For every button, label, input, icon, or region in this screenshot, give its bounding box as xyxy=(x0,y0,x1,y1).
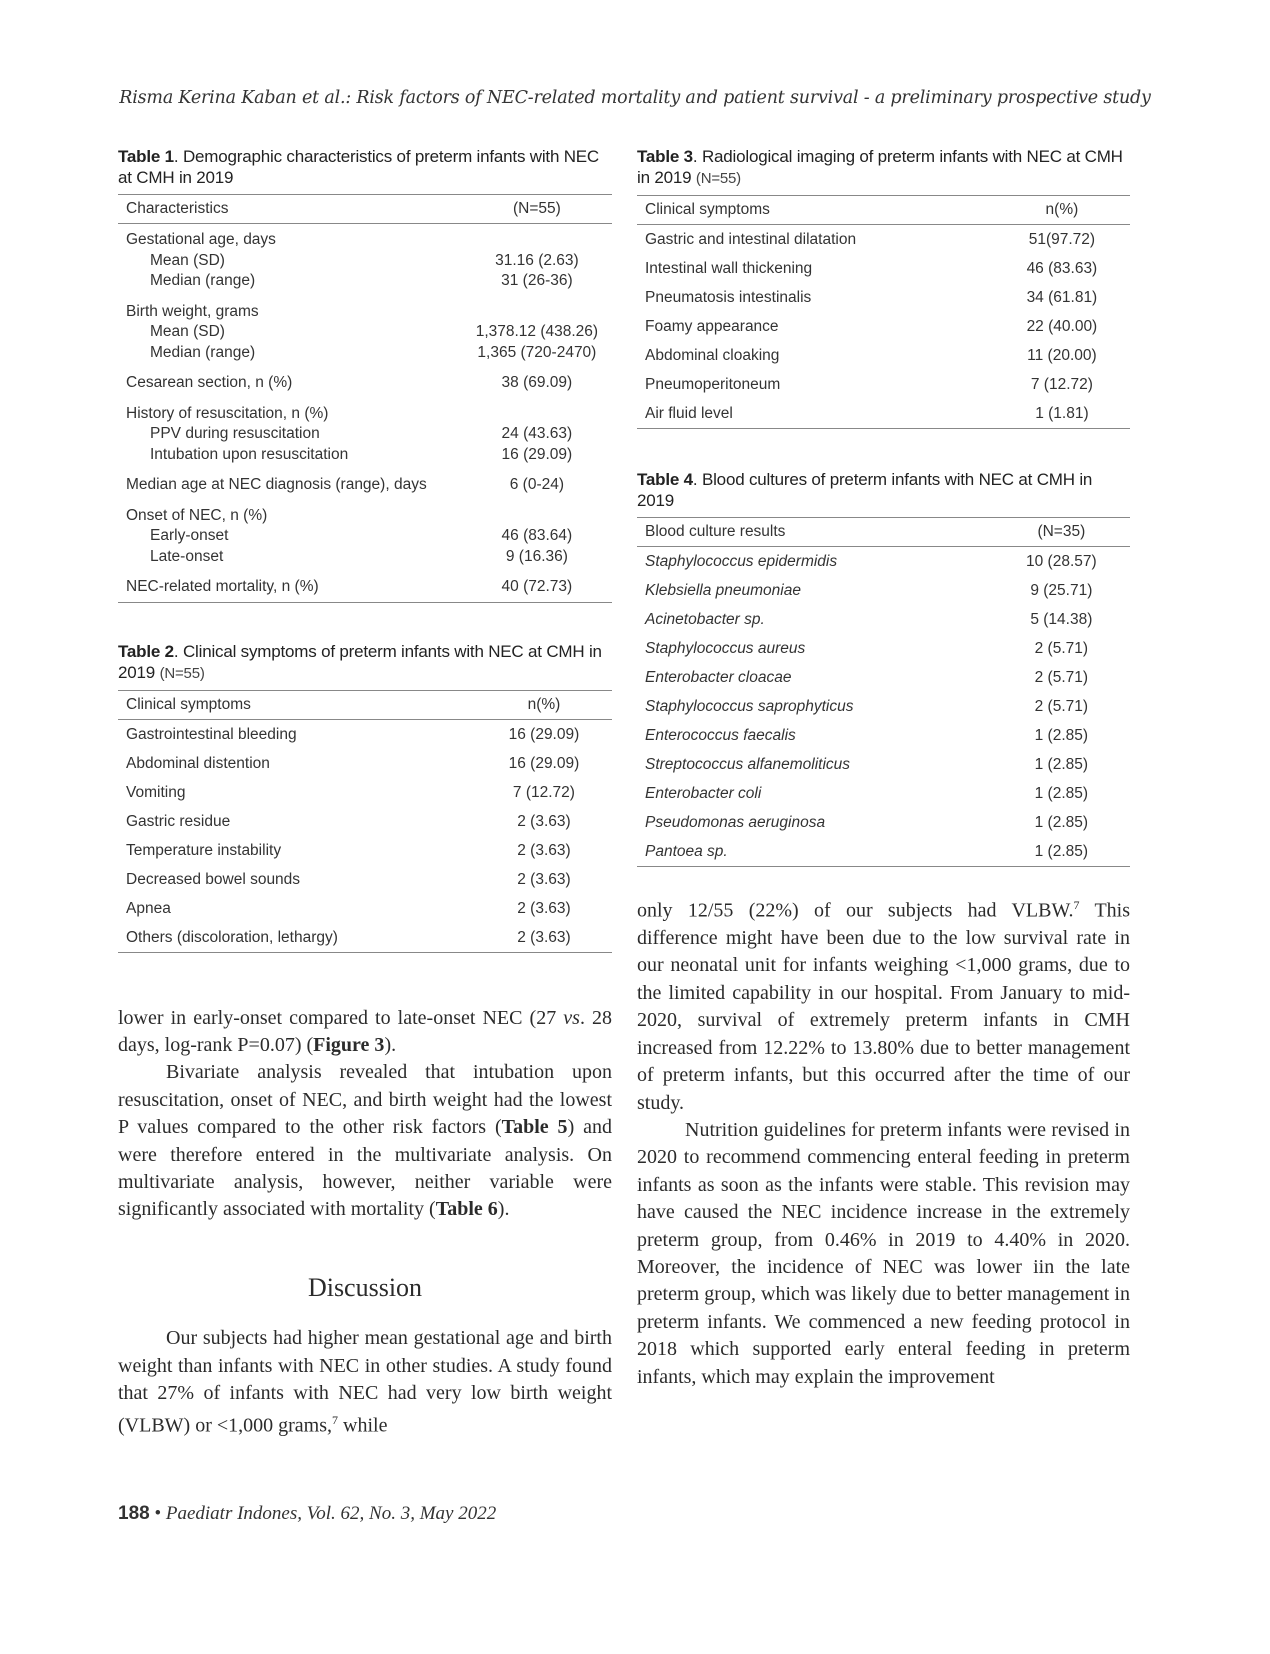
table-row xyxy=(118,807,612,836)
table1-col2-header: (N=55) xyxy=(462,195,612,224)
table3-col2-header: n(%) xyxy=(994,196,1130,225)
table2-n: (N=55) xyxy=(159,664,205,682)
table3-caption-text: . Radiological imaging of preterm infants with NEC at CMH in 2019 xyxy=(637,147,1123,187)
table1-sub-label: PPV during resuscitation xyxy=(150,425,320,442)
table-row xyxy=(637,837,1130,867)
table3-label-cell: Pneumatosis intestinalis xyxy=(645,289,812,306)
page-number: 188 xyxy=(118,1503,150,1524)
table-row xyxy=(637,254,1130,283)
table3-label-cell: Intestinal wall thickening xyxy=(645,260,813,277)
text-run: ) and were therefore entered in the multivariate analysis. On multivariate analysis, however, neither variable were significantly associated with mortality ( xyxy=(118,1116,612,1221)
table4-value-cell: 1 (2.85) xyxy=(1034,814,1089,831)
table1-sub-label: Intubation upon resuscitation xyxy=(150,445,349,463)
table2-body xyxy=(118,719,612,952)
right-paragraph-1 xyxy=(637,892,1130,1117)
table4-value-cell: 5 (14.38) xyxy=(1030,611,1093,628)
table1-value xyxy=(462,398,612,470)
left-paragraph-3 xyxy=(118,1325,612,1440)
table1-characteristic xyxy=(118,398,462,470)
citation-superscript: 7 xyxy=(1073,898,1080,912)
table4-col2-header: (N=35) xyxy=(993,518,1130,547)
text-run: ). xyxy=(384,1033,397,1056)
table-row xyxy=(637,634,1130,663)
table3-body xyxy=(637,225,1130,429)
citation-superscript: 7 xyxy=(332,1413,339,1428)
table2-label-cell: Temperature instability xyxy=(126,841,282,859)
table4-label-cell: Acinetobacter sp. xyxy=(645,611,765,628)
journal-citation: Paediatr Indones, Vol. 62, No. 3, May 2022 xyxy=(165,1503,497,1524)
table1-characteristic xyxy=(118,469,462,500)
table3-header-row xyxy=(637,196,1130,225)
table-row xyxy=(637,370,1130,399)
table2-value-cell: 2 (3.63) xyxy=(517,870,571,888)
table3-col1-header: Clinical symptoms xyxy=(637,196,994,225)
page-footer xyxy=(118,1503,496,1525)
table1-sub-label: Mean (SD) xyxy=(150,323,225,340)
table1-sub-value: 31.16 (2.63) xyxy=(495,251,579,269)
table2-caption-text: . Clinical symptoms of preterm infants with NEC at CMH in 2019 xyxy=(118,641,602,682)
table1-sub-value: 1,378.12 (438.26) xyxy=(475,323,599,340)
table3-n: (N=55) xyxy=(695,170,741,187)
table-row xyxy=(118,367,612,398)
figure-reference: Figure 3 xyxy=(313,1033,385,1056)
table-row xyxy=(118,836,612,865)
table1-characteristic xyxy=(118,367,462,398)
running-title: Risma Kerina Kaban et al.: Risk factors of NEC-related mortality and patient survival - a preliminary prospective study xyxy=(119,88,1151,108)
right-column xyxy=(637,146,1130,1388)
table1-group-title: Median age at NEC diagnosis (range), days xyxy=(126,476,427,493)
table1-group-title: NEC-related mortality, n (%) xyxy=(126,578,319,595)
table-row xyxy=(118,571,612,602)
table-row xyxy=(118,500,612,572)
table1-col1-header: Characteristics xyxy=(118,195,462,224)
table1 xyxy=(118,194,612,603)
table-row xyxy=(637,547,1130,577)
table2-label-cell: Apnea xyxy=(126,899,171,917)
table2-caption xyxy=(118,641,612,684)
table1-sub-value: 46 (83.64) xyxy=(501,527,573,544)
table-row xyxy=(637,312,1130,341)
table2-value-cell: 2 (3.63) xyxy=(517,899,571,917)
table2-label-cell: Vomiting xyxy=(126,783,186,801)
table-row xyxy=(637,605,1130,634)
table1-value xyxy=(462,296,612,368)
table4-value-cell: 2 (5.71) xyxy=(1034,669,1089,686)
table-row xyxy=(637,341,1130,370)
table3 xyxy=(637,195,1130,429)
table4-col1-header: Blood culture results xyxy=(637,518,993,547)
table3-value-cell: 22 (40.00) xyxy=(1026,318,1098,335)
table2-label-cell: Gastrointestinal bleeding xyxy=(126,725,297,743)
table4-label-cell: Streptococcus alfanemoliticus xyxy=(645,756,851,773)
section-heading-discussion: Discussion xyxy=(307,1272,423,1302)
table4 xyxy=(637,517,1130,867)
left-column xyxy=(118,146,612,1440)
table3-label-cell: Foamy appearance xyxy=(645,318,779,335)
table1-sub-value: 9 (16.36) xyxy=(505,547,568,565)
table1-sub-label: Median (range) xyxy=(150,272,256,289)
table1-group-title: Birth weight, grams xyxy=(126,302,259,320)
table4-label-cell: Staphylococcus aureus xyxy=(645,640,806,657)
table-row xyxy=(637,692,1130,721)
table-row xyxy=(118,296,612,368)
table-row xyxy=(118,469,612,500)
text-run: This difference might have been due to the low survival rate in our neonatal unit for infants weighing <1,000 grams, due to the limited capability in our hospital. From January to mid-2020, survival of extremely preterm infants in CMH increased from 12.22% to 13.80% due to better management of preterm infants, but this occurred after the time of our study. xyxy=(637,899,1130,1114)
table4-value-cell: 1 (2.85) xyxy=(1034,756,1089,773)
text-run: Our subjects had higher mean gestational age and birth weight than infants with NEC in other studies. A study found that 27% of infants with NEC had very low birth weight (VLBW) or <1,000 grams, xyxy=(118,1327,612,1438)
table2-value-cell: 2 (3.63) xyxy=(517,812,571,830)
text-run: vs xyxy=(563,1006,580,1029)
table1-group-title: Cesarean section, n (%) xyxy=(126,374,293,391)
table4-value-cell: 10 (28.57) xyxy=(1026,553,1097,570)
text-run: while xyxy=(338,1415,388,1438)
table2-label-cell: Abdominal distention xyxy=(126,754,270,772)
table-row xyxy=(637,283,1130,312)
text-run: only 12/55 (22%) of our subjects had VLBW. xyxy=(637,899,1074,922)
table1-value xyxy=(462,469,612,500)
table1-value xyxy=(462,571,612,602)
table1-group-value: 40 (72.73) xyxy=(501,578,573,595)
table2-label-cell: Others (discoloration, lethargy) xyxy=(118,923,476,953)
table-row xyxy=(637,721,1130,750)
table1-value xyxy=(462,224,612,296)
table4-label-cell: Enterobacter cloacae xyxy=(645,669,792,686)
table2-value-cell: 2 (3.63) xyxy=(517,841,571,859)
table2-value-cell: 16 (29.09) xyxy=(508,754,580,772)
text-run: . 28 days, log-rank P=0.07) ( xyxy=(118,1006,613,1056)
left-paragraph-1 xyxy=(118,1005,612,1060)
table3-label: Table 3 xyxy=(637,147,693,166)
table-reference: Table 6 xyxy=(435,1198,498,1221)
right-paragraph-2: Nutrition guidelines for preterm infants were revised in 2020 to recommend commencing enteral feeding in preterm infants as soon as the infants were stable. This revision may have caused the NEC incidence increase in the extremely preterm group, from 0.46% in 2019 to 4.40% in 2020. Moreover, the incidence of NEC was lower iin the late preterm group, which was likely due to better management in preterm infants. We commenced a new feeding protocol in 2018 which supported early enteral feeding in preterm infants, which may explain the improvement xyxy=(637,1118,1130,1388)
table3-caption xyxy=(637,146,1130,189)
table4-label-cell: Pantoea sp. xyxy=(637,837,993,867)
table-row xyxy=(637,750,1130,779)
table4-label-cell: Enterobacter coli xyxy=(645,785,762,802)
table3-value-cell: 51(97.72) xyxy=(1028,231,1096,248)
table1-group-value: 6 (0-24) xyxy=(509,476,565,493)
table4-value-cell: 2 (5.71) xyxy=(1034,698,1089,715)
left-body-text xyxy=(118,1005,612,1441)
table-row xyxy=(118,749,612,778)
table3-label-cell: Gastric and intestinal dilatation xyxy=(645,231,857,248)
table4-label-cell: Staphylococcus epidermidis xyxy=(645,553,838,570)
table3-label-cell: Air fluid level xyxy=(637,399,994,429)
table2 xyxy=(118,690,612,953)
table1-sub-value: 24 (43.63) xyxy=(501,425,573,442)
table3-value-cell: 1 (1.81) xyxy=(994,399,1130,429)
footer-bullet: • xyxy=(154,1503,162,1524)
table-row xyxy=(637,808,1130,837)
table3-value-cell: 7 (12.72) xyxy=(1030,376,1093,393)
table3-value-cell: 46 (83.63) xyxy=(1026,260,1098,277)
table1-body xyxy=(118,224,612,603)
left-paragraph-2 xyxy=(118,1059,612,1223)
table4-label-cell: Staphylococcus saprophyticus xyxy=(645,698,854,715)
table4-value-cell: 1 (2.85) xyxy=(1034,727,1089,744)
table1-group-title: Gestational age, days xyxy=(126,231,276,248)
table-row xyxy=(118,778,612,807)
table2-col2-header: n(%) xyxy=(476,690,612,719)
table-row xyxy=(118,865,612,894)
table4-body xyxy=(637,547,1130,867)
table2-label-cell: Gastric residue xyxy=(126,812,231,830)
table1-sub-value: 16 (29.09) xyxy=(501,445,573,463)
table1-group-value: 38 (69.09) xyxy=(501,374,573,391)
table3-value-cell: 11 (20.00) xyxy=(1027,347,1097,364)
table4-label: Table 4 xyxy=(637,470,693,489)
table4-value-cell: 9 (25.71) xyxy=(1030,582,1093,599)
table2-label: Table 2 xyxy=(118,641,174,661)
table3-value-cell: 34 (61.81) xyxy=(1026,289,1098,306)
table1-sub-label: Late-onset xyxy=(150,547,224,565)
table4-value-cell: 2 (5.71) xyxy=(1034,640,1089,657)
table1-value xyxy=(462,367,612,398)
table2-value-cell: 7 (12.72) xyxy=(512,783,575,801)
table4-caption-text: . Blood cultures of preterm infants with NEC at CMH in 2019 xyxy=(637,470,1093,510)
table-row xyxy=(118,894,612,923)
table1-characteristic xyxy=(118,571,462,602)
table-row xyxy=(637,576,1130,605)
table1-group-title: Onset of NEC, n (%) xyxy=(126,506,268,524)
table-row xyxy=(118,719,612,749)
table1-caption-text: . Demographic characteristics of preterm infants with NEC at CMH in 2019 xyxy=(118,147,600,187)
table2-label-cell: Decreased bowel sounds xyxy=(126,870,301,888)
table-row xyxy=(118,923,612,953)
table-reference: Table 5 xyxy=(501,1116,568,1139)
table4-label-cell: Enterococcus faecalis xyxy=(645,727,796,744)
table1-value xyxy=(462,500,612,572)
table-row xyxy=(637,779,1130,808)
table3-label-cell: Abdominal cloaking xyxy=(645,347,780,364)
table1-characteristic xyxy=(118,500,462,572)
table1-caption xyxy=(118,146,612,188)
table1-header-row xyxy=(118,195,612,224)
table4-caption xyxy=(637,469,1130,511)
table-row xyxy=(637,663,1130,692)
table2-header-row xyxy=(118,690,612,719)
table1-sub-label: Mean (SD) xyxy=(150,251,225,269)
table-row xyxy=(637,225,1130,255)
table2-col1-header: Clinical symptoms xyxy=(118,690,476,719)
table-row xyxy=(118,398,612,470)
table1-characteristic xyxy=(118,224,462,296)
table2-value-cell: 16 (29.09) xyxy=(508,725,580,743)
table4-label-cell: Klebsiella pneumoniae xyxy=(645,582,801,599)
table1-label: Table 1 xyxy=(118,147,174,166)
table-row xyxy=(637,399,1130,429)
table-row xyxy=(118,224,612,296)
text-run: lower in early-onset compared to late-onset NEC (27 xyxy=(118,1006,564,1029)
table1-sub-value: 1,365 (720-2470) xyxy=(477,343,597,361)
table3-label-cell: Pneumoperitoneum xyxy=(645,376,781,393)
table4-header-row xyxy=(637,518,1130,547)
table4-value-cell: 1 (2.85) xyxy=(1034,785,1089,802)
table4-label-cell: Pseudomonas aeruginosa xyxy=(645,814,826,831)
text-run: ). xyxy=(497,1198,510,1221)
table1-sub-value: 31 (26-36) xyxy=(501,272,573,289)
table1-sub-label: Median (range) xyxy=(150,343,256,361)
text-run: Bivariate analysis revealed that intubation upon resuscitation, onset of NEC, and birth weight had the lowest P values compared to the other risk factors ( xyxy=(118,1061,612,1139)
table1-characteristic xyxy=(118,296,462,368)
table1-group-title: History of resuscitation, n (%) xyxy=(126,404,329,422)
right-body-text xyxy=(637,892,1130,1391)
table4-value-cell: 1 (2.85) xyxy=(993,837,1130,867)
table1-sub-label: Early-onset xyxy=(150,527,229,544)
table2-value-cell: 2 (3.63) xyxy=(476,923,612,953)
